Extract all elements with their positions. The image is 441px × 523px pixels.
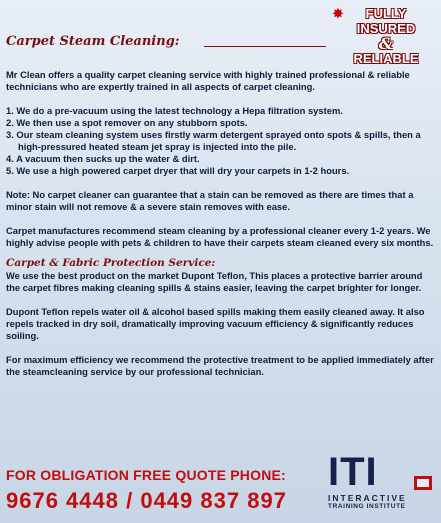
recommend-text: Carpet manufactures recommend steam cleaning by a professional cleaner every 1-2 years. We highly advise people with pets & children to have their carpets steam cleaned every six months. bbox=[6, 225, 434, 248]
list-item: 3. Our steam cleaning system uses firstly warm detergent sprayed onto spots & spills, then a high-pressured heated steam jet spray is injected into the pile. bbox=[6, 129, 421, 152]
list-item: 4. A vacuum then sucks up the water & dirt. bbox=[6, 153, 200, 164]
badge-amp: & bbox=[378, 34, 394, 53]
badge-line3: RELIABLE bbox=[353, 51, 419, 66]
protection-text-1: We use the best product on the market Dupont Teflon, This places a protective barrier around the carpet fibres making cleaning spills & stains easier, leaving the carpet brighter for longer. bbox=[6, 270, 423, 293]
star-icon: ✸ bbox=[332, 6, 344, 21]
list-item: 1. We do a pre-vacuum using the latest technology a Hepa filtration system. bbox=[6, 105, 343, 116]
badge-line2: INSURED bbox=[356, 21, 416, 36]
phone-numbers[interactable]: 9676 4448 / 0449 837 897 bbox=[6, 488, 287, 513]
page-title: Carpet Steam Cleaning: bbox=[6, 34, 180, 49]
list-item: 2. We then use a spot remover on any stubborn spots. bbox=[6, 117, 248, 128]
badge-line1: FULLY bbox=[365, 6, 407, 21]
intro-text: Mr Clean offers a quality carpet cleaning service with highly trained professional & reliable technicians who are expertly trained in all aspects of carpet cleaning. bbox=[6, 69, 410, 92]
protection-text-3: For maximum efficiency we recommend the protective treatment to be applied immediately after the steamcleaning service by our professional technician. bbox=[6, 354, 434, 377]
logo-line1: INTERACTIVE bbox=[328, 493, 407, 503]
title-divider bbox=[204, 46, 326, 47]
logo-line2: TRAINING INSTITUTE bbox=[328, 503, 406, 510]
fully-insured-badge bbox=[332, 6, 436, 74]
list-item: 5. We use a high powered carpet dryer that will dry your carpets in 1-2 hours. bbox=[6, 165, 350, 176]
note-text: Note: No carpet cleaner can guarantee that a stain can be removed as there are times that a minor stain will not remove & a severe stain removes with ease. bbox=[6, 189, 414, 212]
iti-logo bbox=[328, 452, 438, 520]
protection-text-2: Dupont Teflon repels water oil & alcohol based spills making them easily cleaned away. It also repels tracked in dry soil, dramatically improving vacuum efficiency & significantly reduces soiling. bbox=[6, 306, 425, 341]
logo-text: ITI bbox=[328, 450, 378, 494]
content-body bbox=[6, 69, 438, 390]
logo-mark-icon bbox=[412, 472, 434, 494]
quote-heading: FOR OBLIGATION FREE QUOTE PHONE: bbox=[6, 467, 286, 483]
section-subtitle: Carpet & Fabric Protection Service: bbox=[6, 257, 216, 269]
steps-list bbox=[6, 105, 438, 177]
